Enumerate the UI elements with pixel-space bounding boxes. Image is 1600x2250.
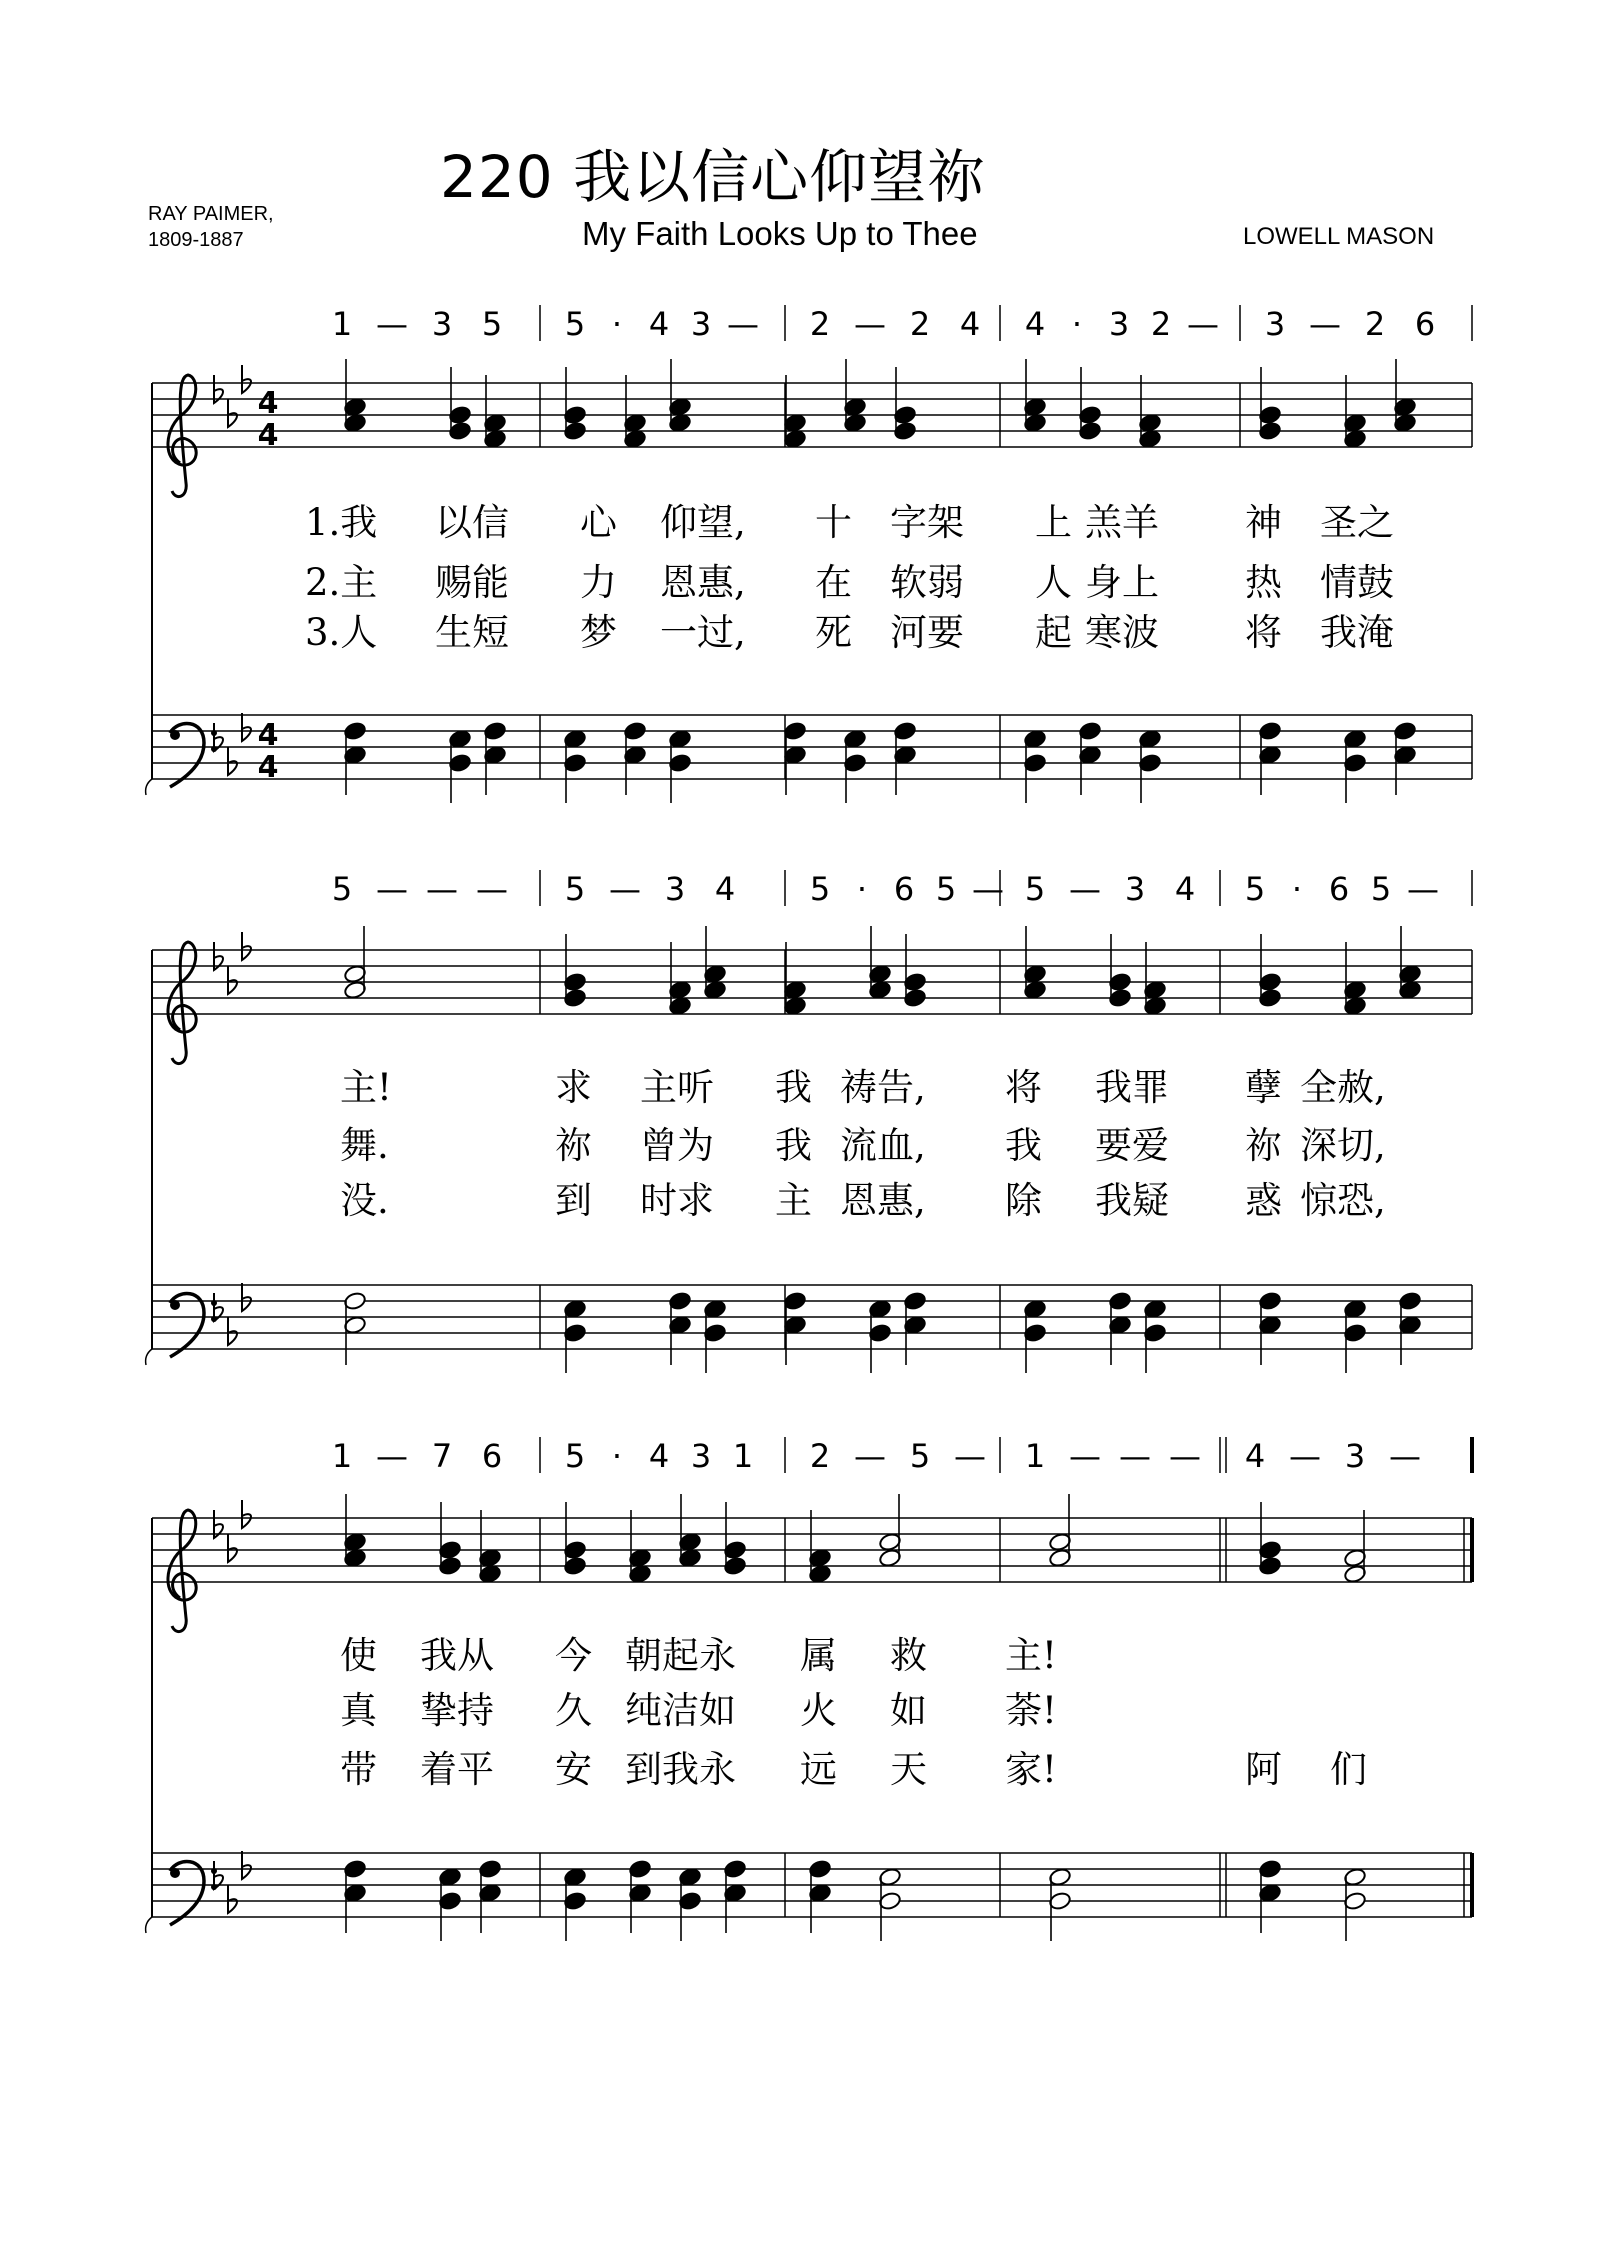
lyric-syllable: 生短 xyxy=(435,611,509,654)
lyric-syllable: 全赦, xyxy=(1300,1066,1386,1109)
system-bracket-curl xyxy=(146,779,152,795)
lyric-syllable: 3.人 xyxy=(305,611,378,654)
jianpu-note: 5 xyxy=(564,305,586,343)
jianpu-note: 3 xyxy=(1108,305,1130,343)
lyric-syllable: 主听 xyxy=(640,1066,714,1109)
flat-icon xyxy=(228,1317,237,1345)
jianpu-note: 5 xyxy=(935,870,957,908)
amen-syllable: 们 xyxy=(1330,1748,1367,1791)
hymn-english-title: My Faith Looks Up to Thee xyxy=(582,215,978,252)
flat-icon xyxy=(242,1500,251,1528)
lyric-syllable: 深切, xyxy=(1300,1124,1386,1167)
lyric-syllable: 祷告, xyxy=(840,1066,926,1109)
lyric-syllable: 我 xyxy=(1005,1124,1042,1167)
jianpu-note: · xyxy=(1071,305,1083,343)
lyric-syllable: 仰望, xyxy=(660,501,746,544)
jianpu-note: · xyxy=(1291,870,1303,908)
time-sig-bass-top: 4 xyxy=(257,718,279,753)
lyric-syllable: 我淹 xyxy=(1320,611,1394,654)
jianpu-note: 3 xyxy=(1124,870,1146,908)
lyric-syllable: 羔羊 xyxy=(1085,501,1159,544)
lyric-syllable: 火 xyxy=(800,1689,837,1732)
lyric-syllable: 我疑 xyxy=(1095,1179,1169,1222)
jianpu-note: 4 xyxy=(959,305,981,343)
lyric-syllable: 恩惠, xyxy=(840,1179,926,1222)
jianpu-note: — xyxy=(376,1437,408,1475)
lyric-syllable: 到 xyxy=(555,1179,592,1222)
jianpu-note: 3 xyxy=(690,305,712,343)
flat-icon xyxy=(228,1885,237,1913)
jianpu-note: — xyxy=(476,870,508,908)
jianpu-note: 3 xyxy=(664,870,686,908)
flat-icon xyxy=(242,365,251,393)
treble-clef-icon xyxy=(168,1510,196,1632)
jianpu-note: · xyxy=(611,305,623,343)
jianpu-note: — xyxy=(972,870,1004,908)
jianpu-note: — xyxy=(1069,1437,1101,1475)
jianpu-note: 5 xyxy=(1244,870,1266,908)
lyric-syllable: 属 xyxy=(800,1634,837,1677)
lyric-syllable: 朝起永 xyxy=(625,1634,736,1677)
jianpu-note: — xyxy=(1187,305,1219,343)
lyric-syllable: 字架 xyxy=(890,501,964,544)
lyric-syllable: 赐能 xyxy=(435,561,509,604)
jianpu-note: 5 xyxy=(331,870,353,908)
jianpu-note: — xyxy=(854,1437,886,1475)
jianpu-note: 4 xyxy=(1244,1437,1266,1475)
lyric-syllable: 热 xyxy=(1245,561,1282,604)
lyric-syllable: 我 xyxy=(775,1066,812,1109)
lyric-syllable: 主 xyxy=(775,1179,812,1222)
lyric-syllable: 使 xyxy=(340,1634,377,1677)
flat-icon xyxy=(242,1851,251,1879)
lyric-syllable: 软弱 xyxy=(890,561,964,604)
lyric-syllable: 求 xyxy=(555,1066,592,1109)
lyric-syllable: 心 xyxy=(580,501,617,544)
author-dates: 1809-1887 xyxy=(148,229,244,251)
jianpu-note: 3 xyxy=(431,305,453,343)
bass-clef-dot xyxy=(170,730,180,740)
amen-syllable: 阿 xyxy=(1245,1748,1282,1791)
lyric-syllable: 除 xyxy=(1005,1179,1042,1222)
flat-icon xyxy=(242,932,251,960)
lyric-syllable: 在 xyxy=(815,561,852,604)
system-bracket-curl xyxy=(146,1349,152,1365)
jianpu-note: — xyxy=(376,305,408,343)
jianpu-note: 7 xyxy=(431,1437,453,1475)
lyric-syllable: 2.主 xyxy=(305,561,378,604)
lyric-syllable: 时求 xyxy=(640,1179,714,1222)
lyric-syllable: 上 xyxy=(1035,501,1072,544)
jianpu-note: 5 xyxy=(809,870,831,908)
lyric-syllable: 祢 xyxy=(1245,1124,1282,1167)
jianpu-note: 4 xyxy=(1174,870,1196,908)
jianpu-note: — xyxy=(954,1437,986,1475)
author-name: RAY PAIMER, xyxy=(148,203,274,225)
lyric-syllable: 寒波 xyxy=(1085,611,1159,654)
lyric-syllable: 流血, xyxy=(840,1124,926,1167)
lyric-syllable: 人 xyxy=(1035,561,1072,604)
lyric-syllable: 远 xyxy=(800,1748,837,1791)
jianpu-note: — xyxy=(1407,870,1439,908)
lyric-syllable: 十 xyxy=(815,501,852,544)
bass-clef-dot xyxy=(170,1868,180,1878)
lyric-syllable: 主! xyxy=(1005,1634,1057,1677)
jianpu-note: 3 xyxy=(1344,1437,1366,1475)
lyric-syllable: 真 xyxy=(340,1689,377,1732)
time-sig-treble-top: 4 xyxy=(257,386,279,421)
jianpu-note: 2 xyxy=(1364,305,1386,343)
jianpu-note: 4 xyxy=(648,1437,670,1475)
lyric-syllable: 带 xyxy=(340,1748,377,1791)
lyric-syllable: 一过, xyxy=(660,611,746,654)
lyric-syllable: 挚持 xyxy=(420,1689,494,1732)
lyric-syllable: 惑 xyxy=(1245,1179,1282,1222)
lyric-syllable: 恩惠, xyxy=(660,561,746,604)
jianpu-note: — xyxy=(609,870,641,908)
jianpu-note: 2 xyxy=(809,305,831,343)
jianpu-note: 5 xyxy=(909,1437,931,1475)
jianpu-note: 3 xyxy=(690,1437,712,1475)
lyric-syllable: 要爱 xyxy=(1095,1124,1169,1167)
lyric-syllable: 1.我 xyxy=(305,501,378,544)
jianpu-note: 2 xyxy=(1150,305,1172,343)
lyric-syllable: 以信 xyxy=(435,501,509,544)
flat-icon xyxy=(242,713,251,741)
lyric-syllable: 圣之 xyxy=(1320,501,1394,544)
jianpu-note: — xyxy=(854,305,886,343)
lyric-syllable: 将 xyxy=(1005,1066,1042,1109)
jianpu-note: 1 xyxy=(1024,1437,1046,1475)
lyric-syllable: 安 xyxy=(555,1748,592,1791)
jianpu-note: — xyxy=(1389,1437,1421,1475)
lyric-syllable: 神 xyxy=(1245,501,1282,544)
jianpu-note: 5 xyxy=(481,305,503,343)
time-sig-bass-bottom: 4 xyxy=(257,750,279,785)
jianpu-note: 5 xyxy=(1024,870,1046,908)
composer-name: LOWELL MASON xyxy=(1243,223,1435,250)
treble-clef-icon xyxy=(168,942,196,1064)
flat-icon xyxy=(228,966,237,994)
jianpu-note: — xyxy=(426,870,458,908)
bass-clef-dot xyxy=(170,1300,180,1310)
lyric-syllable: 家! xyxy=(1005,1748,1057,1791)
lyric-syllable: 河要 xyxy=(890,611,964,654)
lyric-syllable: 着平 xyxy=(420,1748,494,1791)
flat-icon xyxy=(228,747,237,775)
lyric-syllable: 祢 xyxy=(555,1124,592,1167)
jianpu-note: — xyxy=(1169,1437,1201,1475)
jianpu-note: 6 xyxy=(893,870,915,908)
jianpu-note: 3 xyxy=(1264,305,1286,343)
flat-icon xyxy=(228,399,237,427)
system-bracket-curl xyxy=(146,1917,152,1933)
lyric-syllable: 我罪 xyxy=(1095,1066,1169,1109)
flat-icon xyxy=(242,1283,251,1311)
lyric-syllable: 救 xyxy=(890,1634,927,1677)
jianpu-note: — xyxy=(376,870,408,908)
lyric-syllable: 身上 xyxy=(1085,561,1159,604)
lyric-syllable: 到我永 xyxy=(625,1748,736,1791)
jianpu-note: 2 xyxy=(909,305,931,343)
lyric-syllable: 梦 xyxy=(580,611,617,654)
jianpu-note: 6 xyxy=(481,1437,503,1475)
jianpu-note: 1 xyxy=(331,305,353,343)
jianpu-note: 6 xyxy=(1328,870,1350,908)
treble-clef-icon xyxy=(168,375,196,497)
jianpu-note: 4 xyxy=(648,305,670,343)
jianpu-note: · xyxy=(856,870,868,908)
jianpu-note: 1 xyxy=(732,1437,754,1475)
jianpu-note: 5 xyxy=(564,1437,586,1475)
lyric-syllable: 没. xyxy=(340,1179,389,1222)
lyric-syllable: 我从 xyxy=(420,1634,494,1677)
jianpu-note: · xyxy=(611,1437,623,1475)
lyric-syllable: 将 xyxy=(1245,611,1282,654)
jianpu-note: — xyxy=(1119,1437,1151,1475)
jianpu-note: — xyxy=(727,305,759,343)
lyric-syllable: 曾为 xyxy=(640,1124,714,1167)
jianpu-note: 5 xyxy=(1370,870,1392,908)
lyric-syllable: 今 xyxy=(555,1634,592,1677)
jianpu-note: 4 xyxy=(1024,305,1046,343)
jianpu-note: 6 xyxy=(1414,305,1436,343)
jianpu-note: 1 xyxy=(331,1437,353,1475)
lyric-syllable: 纯洁如 xyxy=(625,1689,736,1732)
lyric-syllable: 我 xyxy=(775,1124,812,1167)
lyric-syllable: 惊恐, xyxy=(1300,1179,1386,1222)
lyric-syllable: 主! xyxy=(340,1066,392,1109)
lyric-syllable: 起 xyxy=(1035,611,1072,654)
lyric-syllable: 孽 xyxy=(1245,1066,1282,1109)
lyric-syllable: 荼! xyxy=(1005,1689,1057,1732)
lyric-syllable: 力 xyxy=(580,561,617,604)
lyric-syllable: 久 xyxy=(555,1689,592,1732)
jianpu-note: 2 xyxy=(809,1437,831,1475)
lyric-syllable: 如 xyxy=(890,1689,927,1732)
jianpu-note: — xyxy=(1069,870,1101,908)
jianpu-note: — xyxy=(1289,1437,1321,1475)
jianpu-note: — xyxy=(1309,305,1341,343)
hymn-title: 220 我以信心仰望祢 xyxy=(440,143,987,211)
lyric-syllable: 舞. xyxy=(340,1124,389,1167)
flat-icon xyxy=(228,1534,237,1562)
lyric-syllable: 天 xyxy=(890,1748,927,1791)
lyric-syllable: 情鼓 xyxy=(1320,561,1394,604)
jianpu-note: 4 xyxy=(714,870,736,908)
time-sig-treble-bottom: 4 xyxy=(257,418,279,453)
jianpu-note: 5 xyxy=(564,870,586,908)
lyric-syllable: 死 xyxy=(815,611,852,654)
